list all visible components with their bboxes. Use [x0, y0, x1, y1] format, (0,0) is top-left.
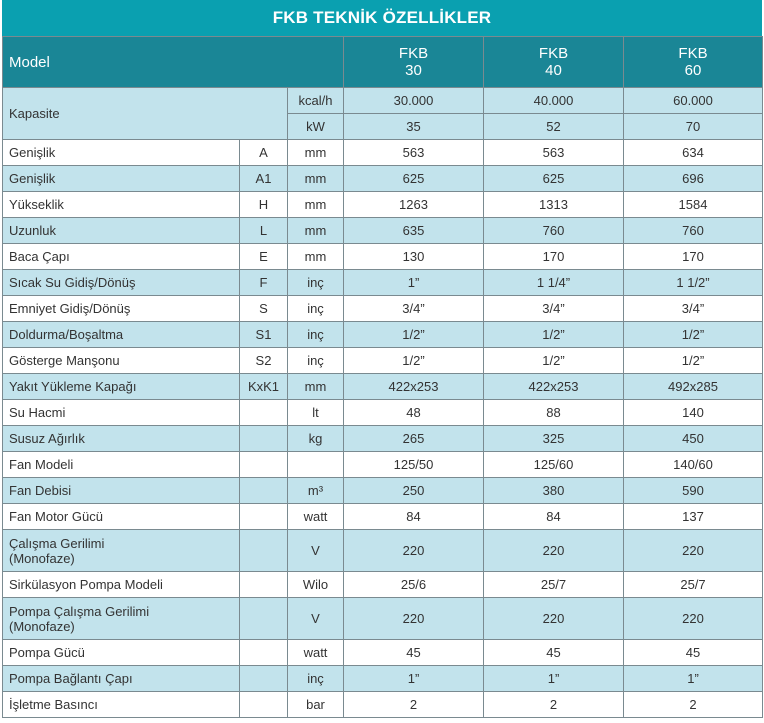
value-cell: 88 [484, 400, 624, 426]
table-row [3, 166, 763, 192]
value-cell: 265 [344, 426, 484, 452]
property-label-text: Susuz Ağırlık [9, 431, 85, 446]
property-label-text: Su Hacmi [9, 405, 66, 420]
property-label [3, 218, 240, 244]
value-cell: 625 [484, 166, 624, 192]
value-cell: 140/60 [624, 452, 763, 478]
value-cell: 1313 [484, 192, 624, 218]
value-cell: 45 [624, 640, 763, 666]
property-label-text: Sirkülasyon Pompa Modeli [9, 577, 163, 592]
table-row [3, 218, 763, 244]
value-cell: 250 [344, 478, 484, 504]
dimension-code [240, 400, 288, 426]
value-cell: 635 [344, 218, 484, 244]
property-label-text: Fan Motor Gücü [9, 509, 103, 524]
property-label-text: Yakıt Yükleme Kapağı [9, 379, 137, 394]
value-cell: 422x253 [344, 374, 484, 400]
property-label [3, 598, 240, 640]
unit-cell: watt [288, 504, 344, 530]
property-label-text: Sıcak Su Gidiş/Dönüş [9, 275, 136, 290]
model-name: FKB [398, 45, 429, 62]
unit-cell: V [288, 598, 344, 640]
model-header-fkb30 [344, 37, 484, 88]
table-row [3, 140, 763, 166]
value-cell: 450 [624, 426, 763, 452]
property-label [3, 692, 240, 718]
dimension-code [240, 452, 288, 478]
value-cell: 220 [624, 598, 763, 640]
unit-cell: kW [288, 114, 344, 140]
dimension-code [240, 530, 288, 572]
value-cell: 220 [344, 530, 484, 572]
value-cell: 1/2” [624, 322, 763, 348]
property-label [3, 140, 240, 166]
value-cell: 130 [344, 244, 484, 270]
table-row [3, 572, 763, 598]
property-label-text: Doldurma/Boşaltma [9, 327, 124, 342]
table-row [3, 374, 763, 400]
dimension-code [240, 640, 288, 666]
value-cell: 84 [484, 504, 624, 530]
table-row [3, 192, 763, 218]
value-cell: 220 [624, 530, 763, 572]
value-cell: 563 [344, 140, 484, 166]
dimension-code: S1 [240, 322, 288, 348]
property-label-note: (Monofaze) [9, 618, 75, 634]
value-cell: 625 [344, 166, 484, 192]
property-label [3, 478, 240, 504]
property-label [3, 166, 240, 192]
value-cell: 696 [624, 166, 763, 192]
value-cell: 45 [484, 640, 624, 666]
unit-cell: inç [288, 296, 344, 322]
value-cell: 70 [624, 114, 763, 140]
value-cell: 30.000 [344, 88, 484, 114]
value-cell: 1/2” [624, 348, 763, 374]
model-name: FKB [538, 45, 569, 62]
table-row [3, 296, 763, 322]
property-label [3, 530, 240, 572]
table-row [3, 452, 763, 478]
dimension-code: S2 [240, 348, 288, 374]
unit-cell: bar [288, 692, 344, 718]
property-label [3, 426, 240, 452]
dimension-code: L [240, 218, 288, 244]
dimension-code: F [240, 270, 288, 296]
unit-cell [288, 452, 344, 478]
table-row [3, 666, 763, 692]
value-cell: 25/7 [484, 572, 624, 598]
unit-cell: inç [288, 270, 344, 296]
unit-cell: mm [288, 140, 344, 166]
property-label [3, 452, 240, 478]
value-cell: 760 [484, 218, 624, 244]
dimension-code: A [240, 140, 288, 166]
value-cell: 380 [484, 478, 624, 504]
value-cell: 25/7 [624, 572, 763, 598]
unit-cell: kcal/h [288, 88, 344, 114]
value-cell: 590 [624, 478, 763, 504]
value-cell: 25/6 [344, 572, 484, 598]
table-row [3, 692, 763, 718]
value-cell: 220 [344, 598, 484, 640]
value-cell: 35 [344, 114, 484, 140]
dimension-code: KxK1 [240, 374, 288, 400]
table-row [3, 478, 763, 504]
value-cell: 422x253 [484, 374, 624, 400]
property-label [3, 296, 240, 322]
value-cell: 2 [624, 692, 763, 718]
value-cell: 40.000 [484, 88, 624, 114]
property-label-text: Emniyet Gidiş/Dönüş [9, 301, 131, 316]
value-cell: 1/2” [344, 322, 484, 348]
value-cell: 3/4” [484, 296, 624, 322]
value-cell: 1” [624, 666, 763, 692]
property-label-note: (Monofaze) [9, 550, 75, 566]
property-label [3, 400, 240, 426]
unit-cell: mm [288, 192, 344, 218]
value-cell: 45 [344, 640, 484, 666]
property-label-text: Çalışma Gerilimi [9, 535, 105, 551]
property-label [3, 270, 240, 296]
value-cell: 492x285 [624, 374, 763, 400]
property-label [3, 374, 240, 400]
dimension-code: H [240, 192, 288, 218]
property-label-text: Fan Modeli [9, 457, 74, 472]
value-cell: 3/4” [344, 296, 484, 322]
capacity-label: Kapasite [3, 88, 288, 140]
table-row [3, 244, 763, 270]
property-label-text: Fan Debisi [9, 483, 72, 498]
dimension-code: E [240, 244, 288, 270]
spec-table [2, 36, 763, 718]
table-row [3, 598, 763, 640]
value-cell: 1” [344, 666, 484, 692]
value-cell: 84 [344, 504, 484, 530]
value-cell: 1” [344, 270, 484, 296]
dimension-code [240, 692, 288, 718]
value-cell: 325 [484, 426, 624, 452]
header-row [3, 37, 763, 88]
value-cell: 1263 [344, 192, 484, 218]
table-row [3, 270, 763, 296]
property-label [3, 322, 240, 348]
dimension-code [240, 666, 288, 692]
dimension-code [240, 478, 288, 504]
model-header: Model [3, 37, 344, 88]
value-cell: 2 [484, 692, 624, 718]
property-label-text: Yükseklik [9, 197, 64, 212]
value-cell: 2 [344, 692, 484, 718]
property-label [3, 244, 240, 270]
table-row [3, 426, 763, 452]
unit-cell: inç [288, 348, 344, 374]
table-row [3, 640, 763, 666]
value-cell: 170 [484, 244, 624, 270]
property-label-text: Genişlik [9, 145, 56, 160]
value-cell: 52 [484, 114, 624, 140]
dimension-code [240, 504, 288, 530]
value-cell: 1 1/4” [484, 270, 624, 296]
property-label-text: Pompa Gücü [9, 645, 85, 660]
unit-cell: mm [288, 218, 344, 244]
dimension-code [240, 426, 288, 452]
value-cell: 220 [484, 598, 624, 640]
property-label-text: Genişlik [9, 171, 56, 186]
value-cell: 1584 [624, 192, 763, 218]
value-cell: 1/2” [484, 348, 624, 374]
property-label [3, 348, 240, 374]
table-title: FKB TEKNİK ÖZELLİKLER [2, 0, 762, 36]
unit-cell: watt [288, 640, 344, 666]
value-cell: 760 [624, 218, 763, 244]
value-cell: 60.000 [624, 88, 763, 114]
model-header-fkb40 [484, 37, 624, 88]
value-cell: 220 [484, 530, 624, 572]
model-number: 30 [405, 62, 422, 79]
unit-cell: V [288, 530, 344, 572]
table-row [3, 348, 763, 374]
unit-cell: Wilo [288, 572, 344, 598]
table-row [3, 530, 763, 572]
dimension-code [240, 598, 288, 640]
value-cell: 1/2” [484, 322, 624, 348]
value-cell: 1/2” [344, 348, 484, 374]
unit-cell: inç [288, 666, 344, 692]
model-number: 40 [545, 62, 562, 79]
value-cell: 137 [624, 504, 763, 530]
value-cell: 1” [484, 666, 624, 692]
value-cell: 125/50 [344, 452, 484, 478]
value-cell: 125/60 [484, 452, 624, 478]
value-cell: 140 [624, 400, 763, 426]
unit-cell: inç [288, 322, 344, 348]
value-cell: 48 [344, 400, 484, 426]
value-cell: 563 [484, 140, 624, 166]
unit-cell: m³ [288, 478, 344, 504]
property-label [3, 640, 240, 666]
table-row [3, 322, 763, 348]
property-label [3, 666, 240, 692]
table-row [3, 504, 763, 530]
dimension-code: S [240, 296, 288, 322]
model-name: FKB [678, 45, 708, 62]
value-cell: 1 1/2” [624, 270, 763, 296]
unit-cell: mm [288, 374, 344, 400]
table-row [3, 400, 763, 426]
property-label-text: Pompa Bağlantı Çapı [9, 671, 133, 686]
unit-cell: mm [288, 244, 344, 270]
dimension-code [240, 572, 288, 598]
property-label [3, 572, 240, 598]
property-label [3, 504, 240, 530]
dimension-code: A1 [240, 166, 288, 192]
value-cell: 634 [624, 140, 763, 166]
capacity-row-kcal [3, 88, 763, 114]
model-number: 60 [684, 62, 702, 79]
property-label-text: Gösterge Manşonu [9, 353, 120, 368]
property-label-text: Uzunluk [9, 223, 56, 238]
property-label [3, 192, 240, 218]
property-label-text: İşletme Basıncı [9, 697, 98, 712]
model-header-fkb60 [624, 37, 763, 88]
unit-cell: mm [288, 166, 344, 192]
unit-cell: lt [288, 400, 344, 426]
unit-cell: kg [288, 426, 344, 452]
property-label-text: Pompa Çalışma Gerilimi [9, 603, 150, 619]
value-cell: 170 [624, 244, 763, 270]
value-cell: 3/4” [624, 296, 763, 322]
property-label-text: Baca Çapı [9, 249, 70, 264]
